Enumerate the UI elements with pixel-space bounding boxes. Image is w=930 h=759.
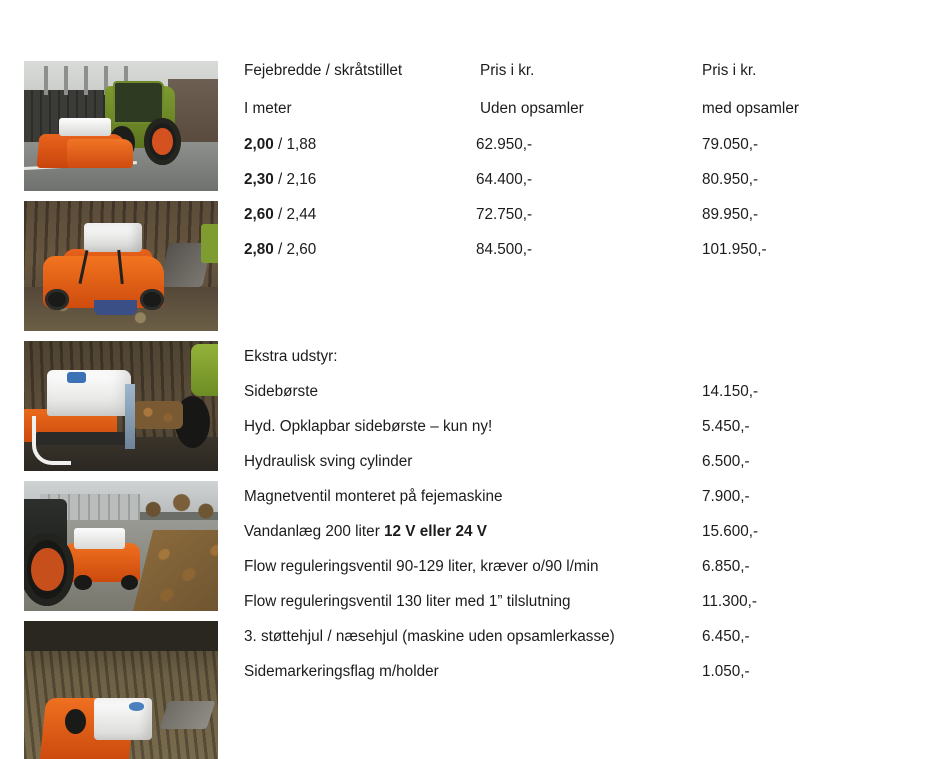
list-item (244, 415, 930, 439)
row-price-with: 79.050,- (702, 136, 759, 153)
header-price-with-label: Pris i kr. (702, 62, 757, 79)
extra-item-price: 6.500,- (702, 453, 750, 470)
row-price-with: 89.950,- (702, 206, 759, 223)
extra-item-price: 1.050,- (702, 663, 750, 680)
row-width-value: 2,60 (244, 206, 274, 223)
list-item (244, 450, 930, 474)
list-item (244, 660, 930, 684)
extra-item-label: Hydraulisk sving cylinder (244, 453, 413, 470)
table-row (244, 168, 930, 192)
photo-sweeper-closeup-forest (24, 201, 218, 331)
list-item (244, 380, 930, 404)
table-row (244, 238, 930, 262)
table-row (244, 133, 930, 157)
list-item (244, 590, 930, 614)
header-sweep-width: Fejebredde / skråtstillet (244, 62, 403, 79)
list-item (244, 520, 930, 544)
extra-item-price: 14.150,- (702, 383, 759, 400)
row-sweep-width (244, 168, 316, 192)
photo-sweeper-rear-view (24, 621, 218, 759)
row-price-without: 72.750,- (476, 206, 533, 223)
extras-title: Ekstra udstyr: (244, 348, 338, 365)
extra-item-label: Sidemarkeringsflag m/holder (244, 663, 439, 680)
extra-item-price: 6.450,- (702, 628, 750, 645)
row-width-skewed: / 2,60 (273, 241, 317, 258)
header-with-collector: med opsamler (702, 100, 799, 117)
photo-water-tank-detail (24, 341, 218, 471)
row-sweep-width (244, 133, 316, 157)
row-price-without: 62.950,- (476, 136, 533, 153)
row-width-value: 2,30 (244, 171, 274, 188)
extra-item-price: 5.450,- (702, 418, 750, 435)
row-width-value: 2,80 (244, 241, 274, 258)
row-price-with: 101.950,- (702, 241, 767, 258)
row-price-without: 64.400,- (476, 171, 533, 188)
row-width-skewed: / 1,88 (273, 136, 317, 153)
extra-item-label-text: Vandanlæg 200 liter (244, 523, 385, 540)
extra-item-price: 6.850,- (702, 558, 750, 575)
row-sweep-width (244, 238, 316, 262)
list-item (244, 485, 930, 509)
price-table-header-row-2 (244, 97, 930, 121)
extra-item-label-emphasis: 12 V eller 24 V (384, 523, 487, 540)
price-table-header-row-1 (244, 59, 930, 83)
row-width-value: 2,00 (244, 136, 274, 153)
extra-item-label: Flow reguleringsventil 130 liter med 1” tilslutning (244, 593, 571, 610)
photo-tractor-sweeping-leaves (24, 481, 218, 611)
extra-item-label: Hyd. Opklapbar sidebørste – kun ny! (244, 418, 493, 435)
row-price-without: 84.500,- (476, 241, 533, 258)
list-item (244, 625, 930, 649)
header-unit-meters: I meter (244, 100, 292, 117)
extra-item-label: 3. støttehjul / næsehjul (maskine uden opsamlerkasse) (244, 628, 615, 645)
list-item (244, 555, 930, 579)
extra-item-price: 7.900,- (702, 488, 750, 505)
extra-item-label: Magnetventil monteret på fejemaskine (244, 488, 503, 505)
extra-item-label: Sidebørste (244, 383, 318, 400)
header-without-collector: Uden opsamler (480, 100, 584, 117)
row-price-with: 80.950,- (702, 171, 759, 188)
extra-item-label (244, 520, 487, 544)
extra-item-price: 15.600,- (702, 523, 759, 540)
row-sweep-width (244, 203, 316, 227)
extra-item-label: Flow reguleringsventil 90-129 liter, kræver o/90 l/min (244, 558, 599, 575)
table-row (244, 203, 930, 227)
row-width-skewed: / 2,16 (273, 171, 317, 188)
extras-title-row (244, 345, 930, 369)
price-content-column (244, 0, 930, 698)
header-price-without-label: Pris i kr. (480, 62, 535, 79)
extra-item-price: 11.300,- (702, 593, 757, 610)
row-width-skewed: / 2,44 (273, 206, 317, 223)
photo-tractor-with-sweeper-on-road (24, 61, 218, 191)
